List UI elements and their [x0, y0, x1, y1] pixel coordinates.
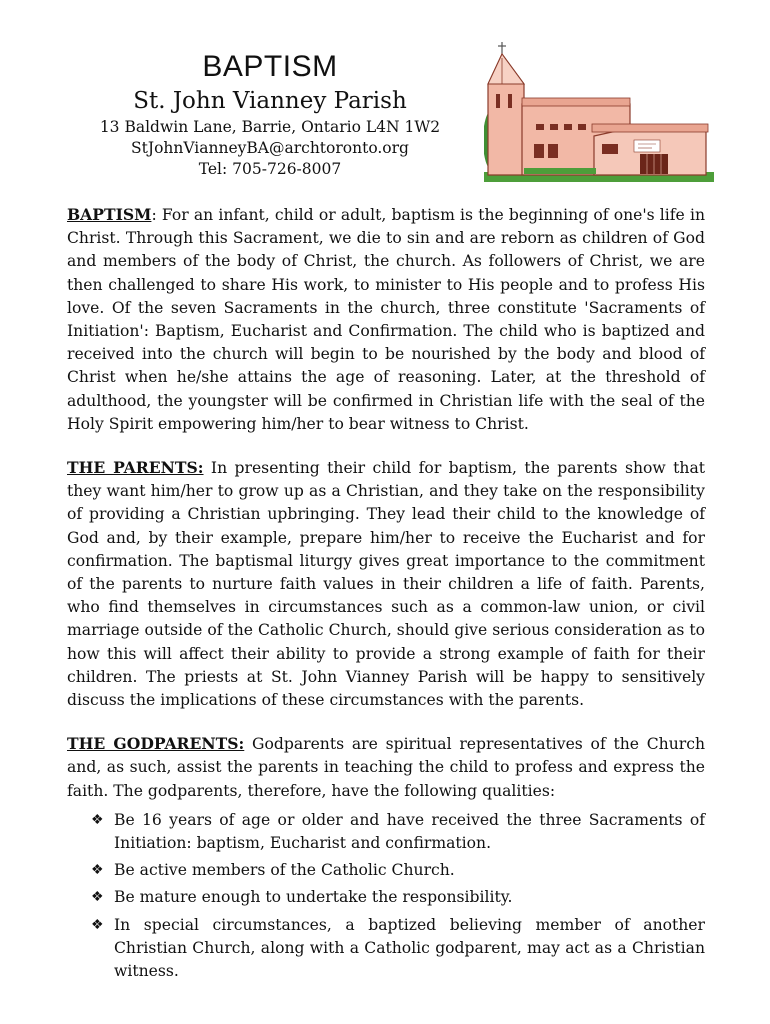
parents-text: In presenting their child for baptism, the parents show that they want him/her to grow up as a Christian, and they take on the responsibility of providing a Christian upbringing. They lead their child to the knowledge of God and, by their example, prepare him/her to receive the Eucharist and for confirmation. The baptismal liturgy gives great importance to the commitment of the parents to nurture faith values in their children a life of faith. Parents, who find themselves in circumstances such as a common-law union, or civil marriage outside of the Catholic Church, should give serious consideration as to how this will affect their ability to provide a strong example of faith for their children. The priests at St. John Vianney Parish will be happy to sensitively discuss the implications of these circumstances with the parents. [67, 459, 706, 710]
baptism-text: For an infant, child or adult, baptism is the beginning of one's life in Christ. Through this Sacrament, we die to sin and are reborn as children of God and members of the body of Christ, the church. As followers of Christ, we are then challenged to share His work, to minister to His people and to profess His love. Of the seven Sacraments in the church, three constitute 'Sacraments of Initiation': Baptism, Eucharist and Confirmation. The child who is baptized and received into the church will begin to be nourished by the body and blood of Christ when he/she attains the age of reasoning. Later, at the threshold of adulthood, the youngster will be confirmed in Christian life with the seal of the Holy Spirit empowering him/her to bear witness to Christ. [67, 206, 705, 433]
parish-address: 13 Baldwin Lane, Barrie, Ontario L4N 1W2 [99, 118, 441, 136]
godparents-heading: THE GODPARENTS: [67, 734, 245, 754]
diamond-bullet-icon: ❖ [91, 811, 104, 828]
parish-email[interactable]: StJohnVianneyBA@archtoronto.org [131, 139, 409, 157]
list-item: ❖ Be 16 years of age or older and have received the three Sacraments of Initiation: baptism, Eucharist and confirmation. [91, 810, 705, 853]
baptism-heading: BAPTISM [67, 205, 152, 224]
parents-heading: THE PARENTS: [67, 458, 204, 478]
diamond-bullet-icon: ❖ [91, 916, 104, 933]
diamond-bullet-icon: ❖ [91, 862, 104, 879]
list-item: ❖ In special circumstances, a baptized believing member of another Christian Church, along with a Catholic godparent, may act as a Christian witness. [91, 915, 705, 981]
godparent-qualities-list [67, 809, 705, 983]
content [67, 203, 705, 987]
diamond-bullet-icon: ❖ [91, 889, 104, 906]
header [0, 0, 770, 190]
parents-paragraph [67, 456, 705, 712]
baptism-paragraph: BAPTISM: For an infant, child or adult, baptism is the beginning of one's life in Christ. Through this Sacrament, we die to sin and are reborn as children of God and members of the body of Christ, the church. As followers of Christ, we are then challenged to share His work, to minister to His people and to profess His love. Of the seven Sacraments in the church, three constitute 'Sacraments of Initiation': Baptism, Eucharist and Confirmation. The child who is baptized and received into the church will begin to be nourished by the body and blood of Christ when he/she attains the age of reasoning. Later, at the threshold of adulthood, the youngster will be confirmed in Christian life with the seal of the Holy Spirit empowering him/her to bear witness to Christ. [67, 205, 705, 433]
godparents-text: Godparents are spiritual representatives of the Church and, as such, assist the parents in teaching the child to profess and express the faith. The godparents, therefore, have the following qualities: [67, 735, 705, 800]
list-item: ❖ Be mature enough to undertake the responsibility. [91, 886, 705, 909]
list-item: ❖ Be active members of the Catholic Church. [91, 859, 705, 882]
parish-name: St. John Vianney Parish [133, 88, 407, 114]
parish-phone: Tel: 705-726-8007 [198, 160, 342, 178]
church-illustration [484, 40, 714, 182]
page-title: BAPTISM [202, 50, 338, 83]
godparents-paragraph [67, 732, 705, 803]
